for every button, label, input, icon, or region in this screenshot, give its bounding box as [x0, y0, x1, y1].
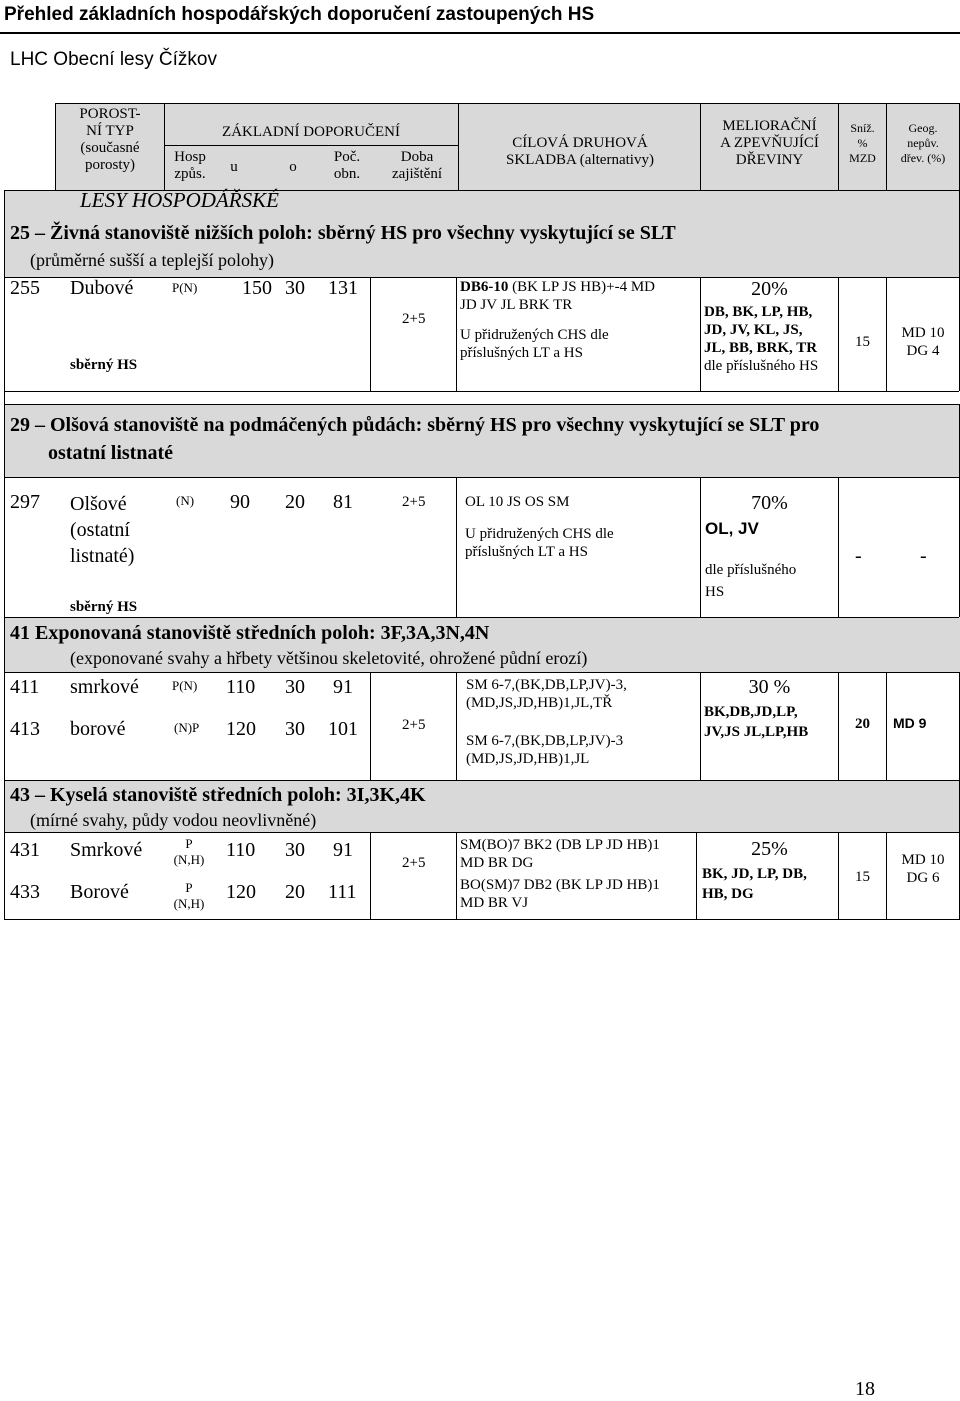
row-melior-pct: 20% — [751, 278, 788, 300]
row-melior: OL, JV — [705, 519, 759, 538]
row-hosp: P(N) — [172, 678, 198, 693]
row-cilova: SM 6-7,(BK,DB,LP,JV)-3, (MD,JS,JD,HB)1,JL,TŘ SM 6-7,(BK,DB,LP,JV)-3 (MD,JS,JD,HB)1,JL — [466, 677, 627, 767]
row-o: 30 — [285, 718, 305, 740]
row-o: 30 — [285, 277, 305, 299]
row-cilova: DB6-10 (BK LP JS HB)+-4 MD JD JV JL BRK TR U přidružených CHS dle příslušných LT a HS — [460, 279, 656, 361]
row-u: 110 — [226, 839, 256, 861]
row-poc: 131 — [328, 277, 358, 299]
row-poc: 91 — [333, 676, 353, 698]
row-o: 20 — [285, 491, 305, 513]
title-underline — [0, 32, 960, 34]
row-name: Olšové (ostatní listnaté) — [70, 493, 135, 567]
row-u: 150 — [242, 277, 272, 299]
row-u: 110 — [226, 676, 256, 698]
row-u: 120 — [226, 881, 256, 903]
row-name: smrkové — [70, 676, 139, 698]
header-geog-neprv: Geog. nepův. dřev. (%) — [900, 121, 946, 165]
row-hosp: P (N,H) — [173, 836, 205, 867]
page-number: 18 — [855, 1378, 875, 1400]
section-heading: 25 – Živná stanoviště nižších poloh: sběrný HS pro všechny vyskytující se SLT — [10, 222, 676, 244]
row-code: 431 — [10, 839, 40, 861]
header-doba-zajisteni: Doba zajištění — [392, 149, 442, 182]
page-title: Přehled základních hospodářských doporučení zastoupených HS — [4, 4, 595, 25]
header-cilova-skladba: CÍLOVÁ DRUHOVÁ SKLADBA (alternativy) — [506, 135, 654, 168]
row-poc: 101 — [328, 718, 358, 740]
row-code: 255 — [10, 277, 40, 299]
row-o: 30 — [285, 676, 305, 698]
row-melior: DB, BK, LP, HB, JD, JV, KL, JS, JL, BB, BRK, TR dle příslušného HS — [704, 304, 819, 374]
row-poc: 91 — [333, 839, 353, 861]
row-o: 20 — [285, 881, 305, 903]
section-subheading: (exponované svahy a hřbety většinou skeletovité, ohrožené půdní erozí) — [70, 648, 588, 668]
row-sniz: - — [855, 545, 862, 567]
row-doba: 2+5 — [402, 717, 426, 733]
row-hosp: P (N,H) — [173, 880, 205, 911]
row-name: Smrkové — [70, 839, 143, 861]
header-u: u — [230, 159, 238, 175]
row-sniz: 20 — [855, 716, 870, 732]
section-heading: 43 – Kyselá stanoviště středních poloh: 3I,3K,4K — [10, 784, 426, 806]
row-melior-pct: 25% — [751, 838, 788, 860]
row-o: 30 — [285, 839, 305, 861]
row-melior: BK,DB,JD,LP, JV,JS JL,LP,HB — [704, 704, 809, 740]
row-poc: 111 — [328, 881, 357, 903]
row-hosp: P(N) — [172, 280, 198, 295]
section-heading: 41 Exponovaná stanoviště středních poloh: 3F,3A,3N,4N — [10, 622, 490, 644]
row-hosp: (N)P — [174, 720, 200, 735]
row-hosp: (N) — [176, 493, 195, 508]
row-melior-pct: 30 % — [748, 676, 791, 698]
row-melior: BK, JD, LP, DB, HB, DG — [702, 866, 807, 902]
header-snizeni-mzd: Sníž. % MZD — [849, 121, 876, 165]
row-geog: MD 10 DG 4 — [901, 325, 945, 359]
row-cilova: OL 10 JS OS SM U přidružených CHS dle příslušných LT a HS — [465, 494, 614, 560]
section-heading: 29 – Olšová stanoviště na podmáčených půdách: sběrný HS pro všechny vyskytující se SLT pro — [10, 414, 820, 436]
row-sniz: 15 — [855, 334, 870, 350]
row-sniz: 15 — [855, 869, 870, 885]
row-doba: 2+5 — [402, 855, 426, 871]
row-geog: MD 10 DG 6 — [901, 852, 945, 886]
header-o: o — [289, 159, 297, 175]
row-doba: 2+5 — [402, 311, 426, 327]
lesy-hospodarske-label: LESY HOSPODÁŘSKÉ — [80, 188, 279, 212]
row-code: 297 — [10, 491, 40, 513]
row-geog: MD 9 — [893, 715, 927, 731]
header-porost: POROST- NÍ TYP (současné porosty) — [79, 106, 141, 173]
section-heading-cont: ostatní listnaté — [48, 442, 173, 464]
row-sberny: sběrný HS — [70, 599, 138, 615]
row-name: borové — [70, 718, 126, 740]
row-geog: - — [920, 545, 927, 567]
row-melior-pct: 70% — [751, 492, 788, 514]
row-doba: 2+5 — [402, 494, 426, 510]
row-code: 413 — [10, 718, 40, 740]
page-subtitle: LHC Obecní lesy Čížkov — [10, 49, 217, 70]
row-code: 433 — [10, 881, 40, 903]
header-zakladni-doporuceni: ZÁKLADNÍ DOPORUČENÍ — [222, 124, 400, 140]
row-poc: 81 — [333, 491, 353, 513]
header-melioracni: MELIORAČNÍ A ZPEVŇUJÍCÍ DŘEVINY — [720, 118, 819, 168]
row-name: Dubové — [70, 277, 134, 299]
header-hosp-zpus: Hosp způs. — [174, 149, 206, 182]
header-poc-obn: Poč. obn. — [333, 149, 361, 182]
section-subheading: (průměrné sušší a teplejší polohy) — [30, 250, 274, 270]
row-u: 120 — [226, 718, 256, 740]
row-u: 90 — [230, 491, 250, 513]
row-name: Borové — [70, 881, 129, 903]
section-subheading: (mírné svahy, půdy vodou neovlivněné) — [30, 810, 317, 830]
row-code: 411 — [10, 676, 40, 698]
row-cilova: SM(BO)7 BK2 (DB LP JD HB)1 MD BR DG BO(SM)7 DB2 (BK LP JD HB)1 MD BR VJ — [460, 837, 660, 911]
row-sberny: sběrný HS — [70, 357, 138, 373]
row-melior-note: dle příslušného HS — [705, 562, 797, 600]
